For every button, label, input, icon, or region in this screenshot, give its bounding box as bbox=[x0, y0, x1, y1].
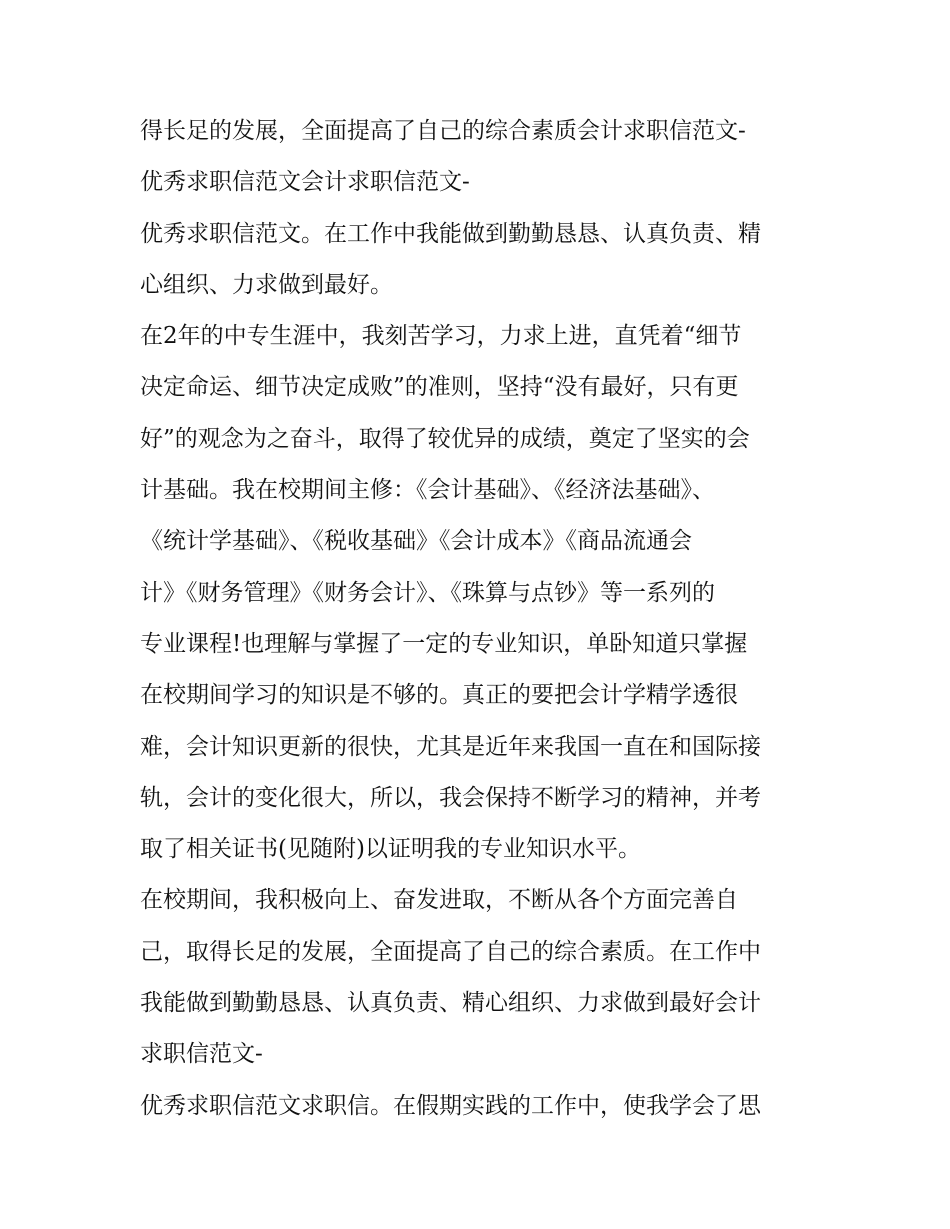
text-line: 在校期间学习的知识是不够的。真正的要把会计学精学透很 bbox=[140, 682, 738, 709]
text-line: 《统计学基础》、《税收基础》《会计成本》《商品流通会 bbox=[140, 528, 692, 555]
text-line: 在校期间，我积极向上、奋发进取，不断从各个方面完善自 bbox=[140, 887, 738, 914]
text-line: 优秀求职信范文。在工作中我能做到勤勤恳恳、认真负责、精 bbox=[140, 220, 761, 247]
text-line: 我能做到勤勤恳恳、认真负责、精心组织、力求做到最好会计 bbox=[140, 990, 761, 1017]
text-line: 专业课程!也理解与掌握了一定的专业知识，单卧知道只掌握 bbox=[140, 630, 748, 657]
text-line: 决定命运、细节决定成败”的准则，坚持“没有最好，只有更 bbox=[140, 374, 739, 401]
text-line: 计基础。我在校期间主修：《会计基础》、《经济法基础》、 bbox=[140, 477, 715, 504]
text-line: 取了相关证书(见随附)以证明我的专业知识水平。 bbox=[140, 836, 641, 863]
text-line: 好”的观念为之奋斗，取得了较优异的成绩，奠定了坚实的会 bbox=[140, 425, 750, 452]
text-line: 心组织、力求做到最好。 bbox=[140, 271, 393, 298]
text-line: 计》《财务管理》《财务会计》、《珠算与点钞》等一系列的 bbox=[140, 579, 715, 606]
text-line: 优秀求职信范文求职信。在假期实践的工作中，使我学会了思 bbox=[140, 1092, 761, 1119]
text-line: 在2年的中专生涯中，我刻苦学习，力求上进，直凭着“细节 bbox=[140, 323, 742, 350]
text-line: 轨，会计的变化很大，所以，我会保持不断学习的精神，并考 bbox=[140, 784, 761, 811]
text-line: 求职信范文- bbox=[140, 1041, 263, 1068]
text-line: 得长足的发展，全面提高了自己的综合素质会计求职信范文- bbox=[140, 118, 746, 144]
text-line: 难，会计知识更新的很快，尤其是近年来我国一直在和国际接 bbox=[140, 733, 761, 760]
text-line: 优秀求职信范文会计求职信范文- bbox=[140, 169, 470, 196]
text-line: 己，取得长足的发展，全面提高了自己的综合素质。在工作中 bbox=[140, 938, 761, 965]
body-text bbox=[140, 106, 830, 1132]
